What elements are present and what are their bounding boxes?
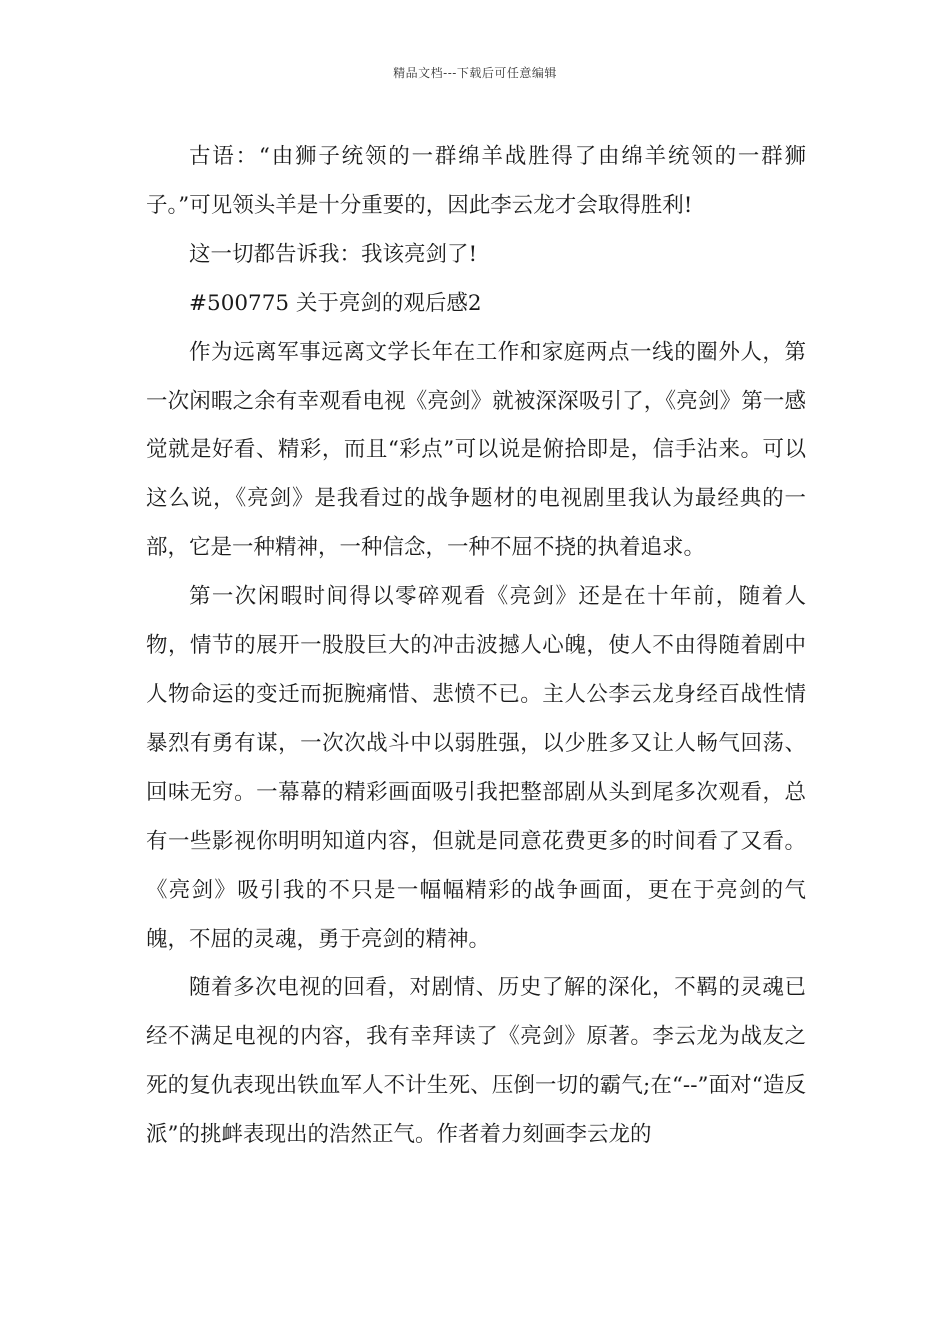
paragraph-1: 古语：“由狮子统领的一群绵羊战胜得了由绵羊统领的一群狮子。”可见领头羊是十分重要的，因此李云龙才会取得胜利! (146, 144, 806, 218)
paragraph-2: 这一切都告诉我：我该亮剑了! (189, 241, 478, 267)
paragraph-4: 第一次闲暇时间得以零碎观看《亮剑》还是在十年前，随着人物，情节的展开一股股巨大的冲击波撼人心魄，使人不由得随着剧中人物命运的变迁而扼腕痛惜、悲愤不已。主人公李云龙身经百战性情暴烈有勇有谋，一次次战斗中以弱胜强，以少胜多又让人畅气回荡、回味无穷。一幕幕的精彩画面吸引我把整部剧从头到尾多次观看，总有一些影视你明明知道内容，但就是同意花费更多的时间看了又看。《亮剑》吸引我的不只是一幅幅精彩的战争画面，更在于亮剑的气魄，不屈的灵魂，勇于亮剑的精神。 (146, 584, 806, 952)
paragraph-5: 随着多次电视的回看，对剧情、历史了解的深化，不羁的灵魂已经不满足电视的内容，我有幸拜读了《亮剑》原著。李云龙为战友之死的复仇表现出铁血军人不计生死、压倒一切的霸气;在“--”面对“造反派”的挑衅表现出的浩然正气。作者着力刻画李云龙的 (146, 975, 806, 1148)
paragraph-3: 作为远离军事远离文学长年在工作和家庭两点一线的圈外人，第一次闲暇之余有幸观看电视《亮剑》就被深深吸引了，《亮剑》第一感觉就是好看、精彩，而且“彩点”可以说是俯拾即是，信手沾来。可以这么说，《亮剑》是我看过的战争题材的电视剧里我认为最经典的一部，它是一种精神，一种信念，一种不屈不挠的执着追求。 (146, 339, 806, 561)
document-body (146, 133, 806, 1160)
section-heading: #500775 关于亮剑的观后感2 (189, 290, 482, 316)
page-header: 精品文档---下载后可任意编辑 (393, 66, 557, 80)
